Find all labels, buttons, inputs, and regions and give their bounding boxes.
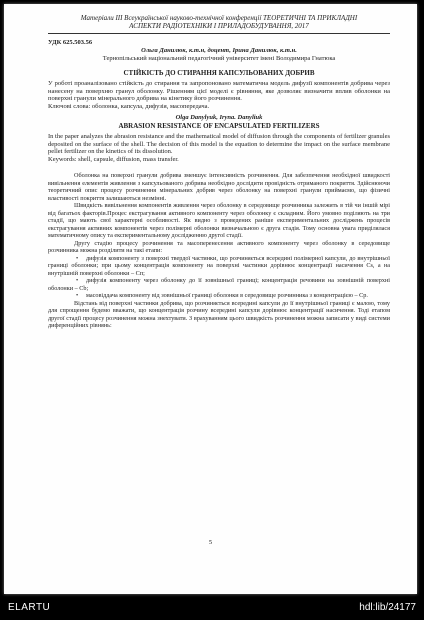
- body-paragraph: Другу стадію процесу розчинення та масоперенесення активного компоненту через оболонку в середовище розчинника можна розділити на такі етапи:: [48, 239, 390, 254]
- abstract-ua: У роботі проаналізовано стійкість до стирання та запропоновано математична модель дифузії компонентів добрива через нанесену на поверхню гранул оболонку. Рішенням цієї моделі є рівняння, яке дозволяє визначити вплив оболонки на поверхні гранули мінерального добрива на кінетику його розчинення.: [48, 80, 390, 102]
- conference-header-line-1: Матеріали ІІІ Всеукраїнської науково-технічної конференції ТЕОРЕТИЧНІ ТА ПРИКЛАДНІ: [80, 14, 358, 22]
- keywords-en: Keywords: shell, capsule, diffusion, mass transfer.: [48, 155, 179, 163]
- udk-code: УДК 625.503.56: [48, 39, 93, 46]
- keywords-ua: Ключові слова: оболонка, капсула, дифузія, масопередача.: [48, 102, 210, 110]
- page-number: 5: [208, 539, 213, 546]
- header-rule: [48, 33, 390, 34]
- body-paragraph: Відстань від поверхні частинки добрива, що розчиняється всередині капсули до її внутрішньої границі є малою, тому для спрощення будемо вважати, що концентрація розчину всередині капсули дорівнює концентрації насичення. Тоді етапом другої стадії процесу розчинення можна знехтувати. З врахуванням цього швидкість розчинення можна записати у виді системи диференційних рівнянь:: [48, 299, 390, 329]
- page-content: [48, 14, 390, 330]
- spacer: [48, 163, 390, 172]
- list-item: • дифузія компоненту через оболонку до її зовнішньої границі; концентрація речовини на зовнішній поверхні оболонки – Cb;: [48, 277, 390, 292]
- repository-label: ELARTU: [8, 602, 51, 613]
- abstract-en: In the paper analyzes the abrasion resistance and the mathematical model of diffusion through the components of fertilizer granules deposited on the surface of the shell. The decision of this model is the equation to determine the impact on the surface membrane pellet fertilizer on the kinetics of its dissolution.: [48, 133, 390, 155]
- document-page: [4, 4, 417, 594]
- authors-ua: Ольга Данилюк, к.т.н, доцент, Ірина Данилюк, к.т.н.: [141, 47, 297, 54]
- affiliation: Тернопільський національний педагогічний університет імені Володимира Гнатюка: [102, 55, 336, 62]
- list-item: • дифузія компоненту з поверхні твердої частинки, що розчиняється всередині полімерної капсули, до внутрішньої границі оболонки; при цьому концентрація компоненту на поверхні частинки дорівнює концентрації насичення Cs, а на внутрішній поверхні оболонки – Cп;: [48, 255, 390, 278]
- authors-en: Olga Danylyuk, Iryna. Danyliuk: [175, 114, 263, 121]
- title-ua: СТІЙКІСТЬ ДО СТИРАННЯ КАПСУЛЬОВАНИХ ДОБРИВ: [123, 69, 315, 77]
- conference-header-line-2: АСПЕКТИ РАДІОТЕХНІКИ І ПРИЛАДОБУДУВАННЯ, 2017: [129, 22, 309, 30]
- body-paragraph: Швидкість вивільнення компонентів живлення через оболонку в середовище розчинника залежить в тій чи іншій мірі від багатьох факторів.Процес екстрагування активного компоненту через оболонку є складним. Його умовно поділяють на три стадії, що мають свої характерні особливості. Як видно з проведених раніше експериментальних досліджень процесів екстрагування активних компонентів через полімерні оболонки визначальною є друга стадія. Тому основна увага приділялася математичному опису та експериментальному дослідженню другої стадії.: [48, 202, 390, 239]
- body-paragraph: Оболонка на поверхні гранули добрива зменшує інтенсивність розчинення. Для забезпечення необхідної швидкості вивільнення елементів живлення з капсульованого добрива необхідно дослідити провідність отриманого покриття. Здійснюючи теоретичний опис процесу розчинення мінеральних добрив через оболонку на поверхні гранули приймаємо, що фізичні властивості покриття залишаються незмінні.: [48, 172, 390, 202]
- stage-list: [48, 255, 390, 300]
- handle-label: hdl:lib/24177: [359, 602, 416, 613]
- title-en: ABRASION RESISTANCE OF ENCAPSULATED FERTILIZERS: [118, 122, 320, 130]
- list-item: • масовіддача компоненту від зовнішньої границі оболонки в середовище розчинника з концентрацією – Cp.: [48, 292, 390, 300]
